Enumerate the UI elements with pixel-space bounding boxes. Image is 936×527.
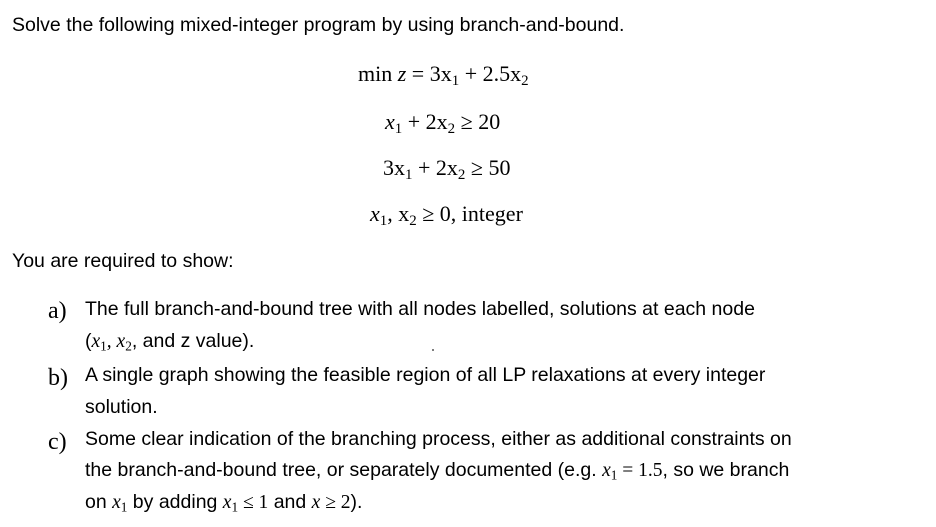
item-c-line3-le: ≤ 1 xyxy=(238,492,269,513)
item-c-line3-ge: ≥ 2 xyxy=(320,492,351,513)
c1-x1: x xyxy=(385,109,395,134)
item-c-line3-x3: x xyxy=(311,492,321,513)
item-c-line3-x2: x xyxy=(222,492,232,513)
constraint-1 xyxy=(385,108,500,136)
requirements-heading: You are required to show: xyxy=(12,250,234,272)
objective-var: z xyxy=(397,61,407,86)
objective-prefix: min xyxy=(358,61,398,86)
item-c-line3 xyxy=(85,490,362,515)
objective-sub2: 2 xyxy=(521,73,529,90)
item-b-line1: A single graph showing the feasible region of all LP relaxations at every integer xyxy=(85,364,766,386)
item-b-line2: solution. xyxy=(85,396,158,418)
item-c-eq: = 1.5 xyxy=(617,460,663,481)
item-c-marker: c) xyxy=(48,429,67,455)
item-c-line1: Some clear indication of the branching process, either as additional constraints on xyxy=(85,428,792,450)
c1-sub1: 1 xyxy=(394,121,403,138)
c2-rhs: ≥ 50 xyxy=(465,155,511,180)
c3-sub2: 2 xyxy=(409,213,417,230)
item-c-line3-sub: 1 xyxy=(120,499,128,515)
item-c-line3-a: on xyxy=(85,491,113,513)
c2-sub1: 1 xyxy=(405,167,413,184)
objective-plus: + 2.5x xyxy=(459,61,522,86)
item-c-line3-x: x xyxy=(112,492,121,513)
c1-plus: + 2x xyxy=(402,109,448,134)
c3-sub1: 1 xyxy=(379,213,388,230)
item-c-line2 xyxy=(85,458,789,483)
constraint-2 xyxy=(383,154,510,182)
item-c-line3-b: by adding xyxy=(127,491,223,513)
c2-sub2: 2 xyxy=(457,167,466,184)
item-c-sub1: 1 xyxy=(610,467,618,483)
item-a-x1: x xyxy=(91,331,101,352)
item-a-line1: The full branch-and-bound tree with all nodes labelled, solutions at each node xyxy=(85,298,755,320)
c1-rhs: ≥ 20 xyxy=(455,109,501,134)
stray-dot xyxy=(432,349,434,351)
c3-comma: , x xyxy=(387,201,410,226)
c3-x1: x xyxy=(370,201,380,226)
item-c-line3-sub2: 1 xyxy=(231,499,239,515)
objective-sub1: 1 xyxy=(451,73,460,90)
item-a-rest: , and z value). xyxy=(131,330,255,352)
constraint-3 xyxy=(370,200,523,228)
c2-plus: + 2x xyxy=(412,155,458,180)
item-a-sub1: 1 xyxy=(100,338,107,354)
item-a-paren: ( xyxy=(85,330,92,352)
item-a-x2: , x xyxy=(106,331,126,352)
item-a-sub2: 2 xyxy=(125,338,132,354)
objective-rest: = 3x xyxy=(406,61,452,86)
c1-sub2: 2 xyxy=(447,121,456,138)
item-a-marker: a) xyxy=(48,298,67,324)
c3-rhs: ≥ 0, integer xyxy=(416,201,523,226)
item-c-line2-b: , so we branch xyxy=(662,459,790,481)
item-c-line3-and: and xyxy=(268,491,312,513)
item-c-x1: x xyxy=(602,460,611,481)
objective-function xyxy=(358,60,529,88)
c2-3x1: 3x xyxy=(383,155,405,180)
problem-intro: Solve the following mixed-integer program by using branch-and-bound. xyxy=(12,14,625,36)
item-b-marker: b) xyxy=(48,365,68,391)
item-c-line3-end: ). xyxy=(350,491,363,513)
item-a-line2 xyxy=(85,329,254,354)
item-c-line2-a: the branch-and-bound tree, or separately documented (e.g. xyxy=(85,459,603,481)
